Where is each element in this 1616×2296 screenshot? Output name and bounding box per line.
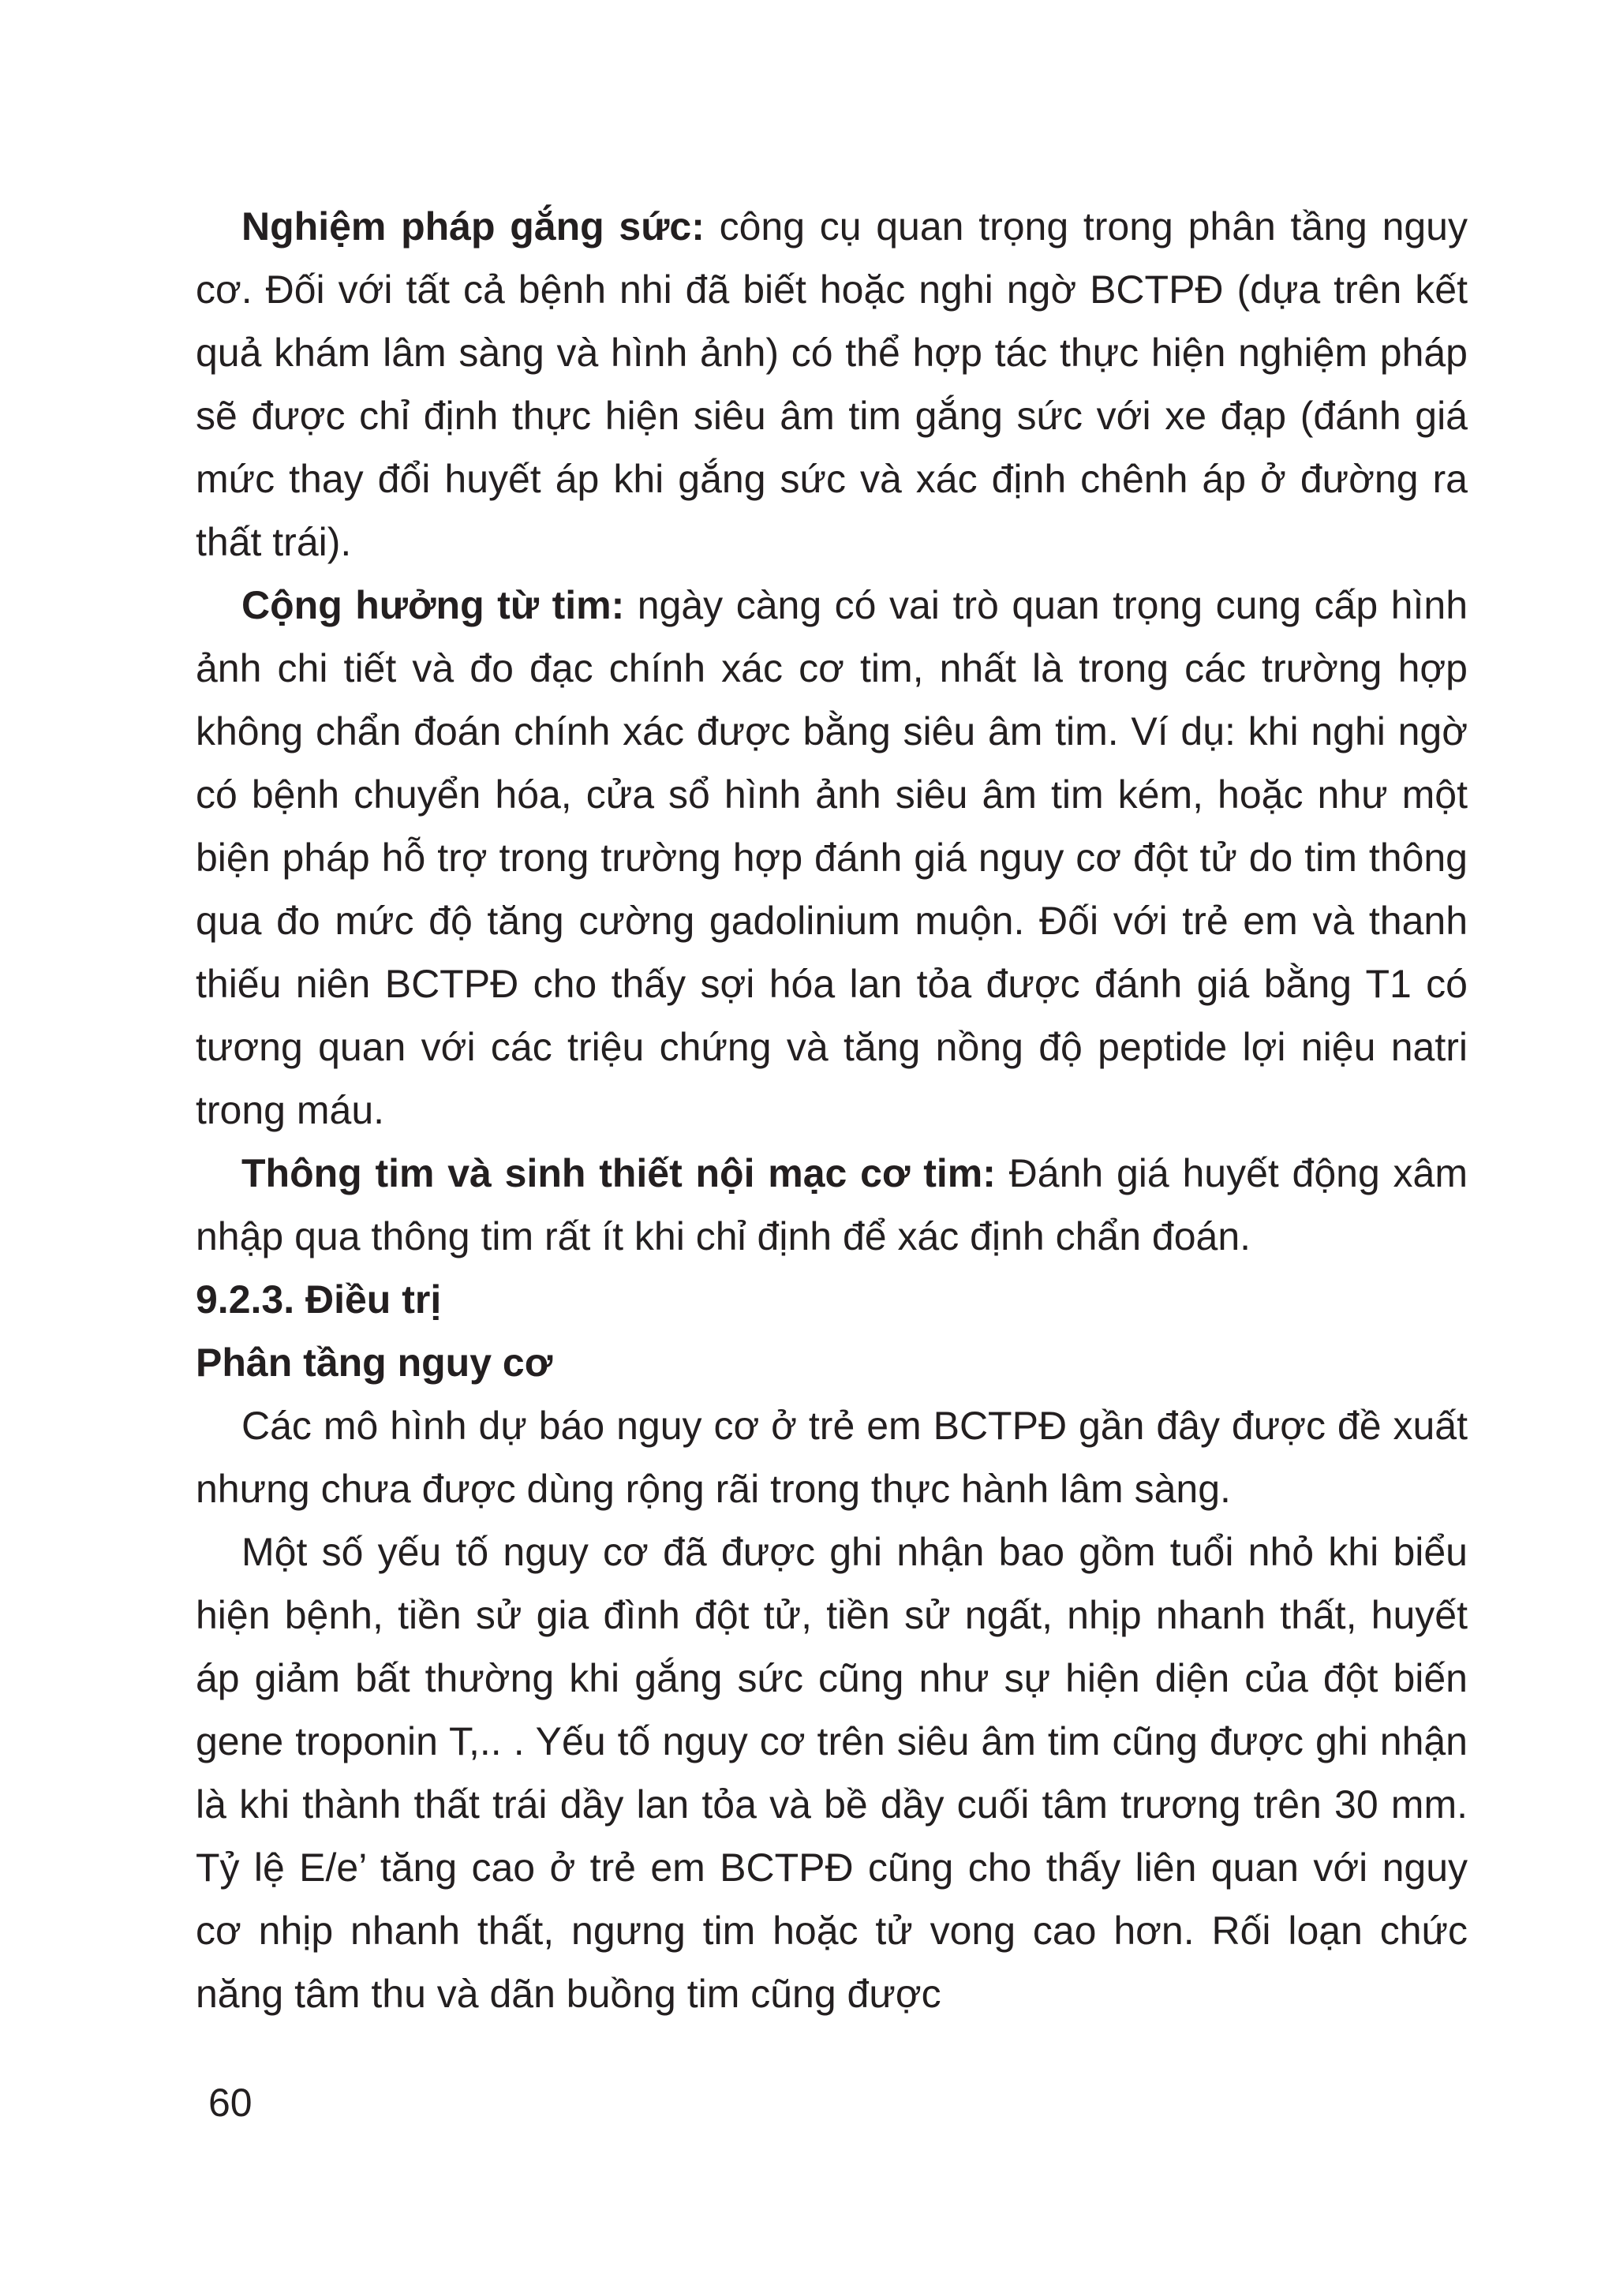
paragraph-lead: Nghiệm pháp gắng sức:	[241, 204, 705, 249]
paragraph-text: Đánh giá huyết động xâm nhập qua thông tim rất ít khi chỉ định để xác định chẩn đoán.	[196, 1151, 1468, 1258]
page-body	[196, 195, 1468, 2025]
page-number: 60	[208, 2081, 252, 2125]
subsection-heading: Phân tầng nguy cơ	[196, 1341, 553, 1385]
paragraph-risk-models: Các mô hình dự báo nguy cơ ở trẻ em BCTPĐ gần đây được đề xuất nhưng chưa được dùng rộng rãi trong thực hành lâm sàng.	[196, 1404, 1468, 1511]
paragraph-cardiac-mri	[196, 574, 1468, 1142]
paragraph-lead: Thông tim và sinh thiết nội mạc cơ tim:	[241, 1151, 996, 1195]
paragraph-text: công cụ quan trọng trong phân tầng nguy cơ. Đối với tất cả bệnh nhi đã biết hoặc nghi ngờ BCTPĐ (dựa trên kết quả khám lâm sàng và hình ảnh) có thể hợp tác thực hiện nghiệm pháp sẽ được chỉ định thực hiện siêu âm tim gắng sức với xe đạp (đánh giá mức thay đổi huyết áp khi gắng sức và xác định chênh áp ở đường ra thất trái).	[196, 204, 1468, 564]
paragraph-text: ngày càng có vai trò quan trọng cung cấp hình ảnh chi tiết và đo đạc chính xác cơ tim, nhất là trong các trường hợp không chẩn đoán chính xác được bằng siêu âm tim. Ví dụ: khi nghi ngờ có bệnh chuyển hóa, cửa sổ hình ảnh siêu âm tim kém, hoặc như một biện pháp hỗ trợ trong trường hợp đánh giá nguy cơ đột tử do tim thông qua đo mức độ tăng cường gadolinium muộn. Đối với trẻ em và thanh thiếu niên BCTPĐ cho thấy sợi hóa lan tỏa được đánh giá bằng T1 có tương quan với các triệu chứng và tăng nồng độ peptide lợi niệu natri trong máu.	[196, 583, 1468, 1132]
paragraph-exercise-test	[196, 195, 1468, 574]
paragraph-lead: Cộng hưởng từ tim:	[241, 583, 625, 627]
paragraph-catheterization	[196, 1142, 1468, 1268]
paragraph-risk-factors: Một số yếu tố nguy cơ đã được ghi nhận bao gồm tuổi nhỏ khi biểu hiện bệnh, tiền sử gia đình đột tử, tiền sử ngất, nhịp nhanh thất, huyết áp giảm bất thường khi gắng sức cũng như sự hiện diện của đột biến gene troponin T,.. . Yếu tố nguy cơ trên siêu âm tim cũng được ghi nhận là khi thành thất trái dầy lan tỏa và bề dầy cuối tâm trương trên 30 mm. Tỷ lệ E/e’ tăng cao ở trẻ em BCTPĐ cũng cho thấy liên quan với nguy cơ nhịp nhanh thất, ngưng tim hoặc tử vong cao hơn. Rối loạn chức năng tâm thu và dãn buồng tim cũng được	[196, 1530, 1468, 2016]
section-heading: 9.2.3. Điều trị	[196, 1277, 442, 1322]
